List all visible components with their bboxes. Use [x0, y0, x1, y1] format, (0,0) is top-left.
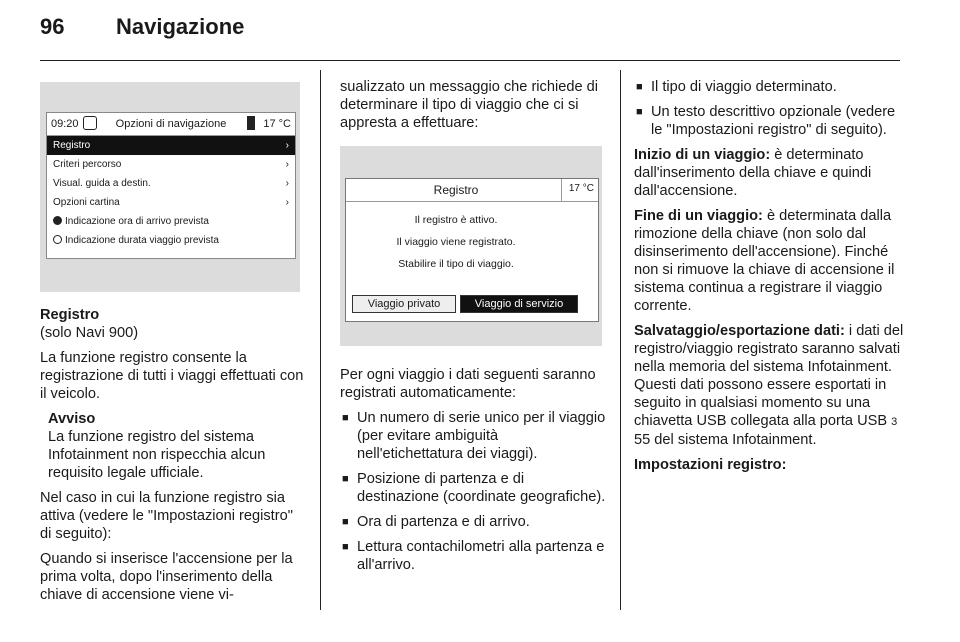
paragraph-trip-end — [634, 207, 904, 315]
phone-icon — [247, 116, 255, 130]
list-item: ■ Ora di partenza e di arrivo. — [340, 513, 606, 531]
note-box — [48, 410, 306, 482]
page-reference[interactable]: 55 del sistema Infotainment. — [634, 432, 817, 448]
definition: è determinato dall'inserimento della chiave e quindi dall'accensione. — [634, 147, 872, 199]
paragraph: Per ogni viaggio i dati seguenti saranno registrati automaticamente: — [340, 367, 596, 401]
screen-title-bar — [47, 113, 295, 136]
column-2-top — [340, 78, 606, 139]
private-trip-button[interactable]: Viaggio privato — [352, 295, 456, 313]
screen-panel — [46, 112, 296, 259]
dialog-title-bar — [346, 179, 598, 202]
dialog-line-1: Il registro è attivo. — [414, 214, 498, 226]
radio-unselected-icon — [53, 235, 62, 244]
list-item: ■ Un testo descrittivo opzionale (vedere le "Impostazioni registro" di seguito). — [634, 103, 904, 139]
chevron-right-icon: › — [285, 159, 289, 170]
menu-item-label: Registro — [53, 140, 91, 151]
column-1 — [40, 306, 306, 611]
title-divider — [561, 179, 562, 201]
dialog-panel — [345, 178, 599, 322]
dialog-line-2: Il viaggio viene registrato. — [396, 236, 516, 248]
dialog-title: Registro — [433, 183, 479, 197]
page-title: Navigazione — [116, 14, 245, 39]
column-divider-1 — [320, 70, 321, 610]
menu-item-label: Criteri percorso — [53, 159, 122, 170]
page-header — [40, 14, 244, 40]
chevron-right-icon: › — [285, 197, 289, 208]
menu-item-label: Visual. guida a destin. — [53, 178, 151, 189]
logbook-dialog-screenshot — [340, 146, 602, 346]
term: Fine di un viaggio: — [634, 208, 763, 224]
recorded-data-list-cont — [634, 78, 904, 139]
radio-selected-icon — [53, 216, 62, 225]
list-item: ■ Un numero di serie unico per il viaggio (per evitare ambiguità nell'etichettatura dei viaggi). — [340, 409, 606, 463]
radio-label: Indicazione ora di arrivo prevista — [65, 216, 209, 227]
recorded-data-list — [340, 409, 606, 574]
radio-label: Indicazione durata viaggio prevista — [65, 235, 219, 246]
paragraph-trip-start — [634, 146, 904, 200]
list-item: ■ Il tipo di viaggio determinato. — [634, 78, 904, 96]
term: Salvataggio/esportazione dati: — [634, 323, 845, 339]
note-title: Avviso — [48, 411, 96, 427]
menu-item-cartina[interactable] — [47, 193, 295, 212]
menu-item-criteri[interactable] — [47, 155, 295, 174]
navigation-options-screenshot — [40, 82, 300, 292]
settings-heading: Impostazioni registro: — [634, 457, 787, 473]
definition: è determinata dalla rimozione della chiave (non solo dal disinserimento dell'accensione). Finché non si rimuove la chiave di accensione il sistema continua a registrare il viaggio corrente. — [634, 208, 895, 314]
chevron-right-icon: › — [285, 178, 289, 189]
paragraph: Nel caso in cui la funzione registro sia attiva (vedere le "Impostazioni registro" di seguito): — [40, 490, 293, 542]
term: Inizio di un viaggio: — [634, 147, 771, 163]
radio-ora-arrivo[interactable] — [47, 212, 295, 231]
definition: i dati del registro/viaggio registrato saranno salvati nella memoria del sistema Infotainment. Questi dati possono essere esportati in seguito in qualsiasi momento su una chiavetta USB collegata alla porta USB — [634, 323, 904, 429]
paragraph: sualizzato un messaggio che richiede di determinare il tipo di viaggio che ci si appresta a effettuare: — [340, 79, 598, 131]
paragraph: La funzione registro consente la registrazione di tutti i viaggi effettuati con il veicolo. — [40, 350, 304, 402]
page-reference-icon[interactable]: 3 — [891, 416, 898, 428]
radio-durata-viaggio[interactable] — [47, 231, 295, 250]
dialog-buttons — [352, 295, 592, 313]
dialog-line-3: Stabilire il tipo di viaggio. — [398, 258, 514, 270]
temperature: 17 °C — [568, 183, 594, 194]
list-item: ■ Lettura contachilometri alla partenza e all'arrivo. — [340, 538, 606, 574]
list-item: ■ Posizione di partenza e di destinazione (coordinate geografiche). — [340, 470, 606, 506]
menu-item-registro[interactable] — [47, 136, 295, 155]
paragraph-data-export — [634, 322, 904, 449]
business-trip-button[interactable]: Viaggio di servizio — [460, 295, 578, 313]
screen-title: Opzioni di navigazione — [115, 118, 227, 130]
column-divider-2 — [620, 70, 621, 610]
page-number: 96 — [40, 14, 65, 39]
menu-item-label: Opzioni cartina — [53, 197, 120, 208]
chevron-right-icon: › — [285, 140, 289, 151]
menu-item-visual[interactable] — [47, 174, 295, 193]
section-subheading: (solo Navi 900) — [40, 325, 139, 341]
clock-time: 09:20 — [51, 118, 79, 130]
paragraph: Quando si inserisce l'accensione per la prima volta, dopo l'inserimento della chiave di accensione viene vi- — [40, 551, 293, 603]
temperature: 17 °C — [263, 118, 291, 130]
section-heading: Registro — [40, 307, 100, 323]
column-2-bottom — [340, 366, 606, 581]
note-text: La funzione registro del sistema Infotainment non rispecchia alcun requisito legale ufficiale. — [48, 429, 266, 481]
header-rule — [40, 60, 900, 61]
column-3 — [634, 78, 904, 481]
